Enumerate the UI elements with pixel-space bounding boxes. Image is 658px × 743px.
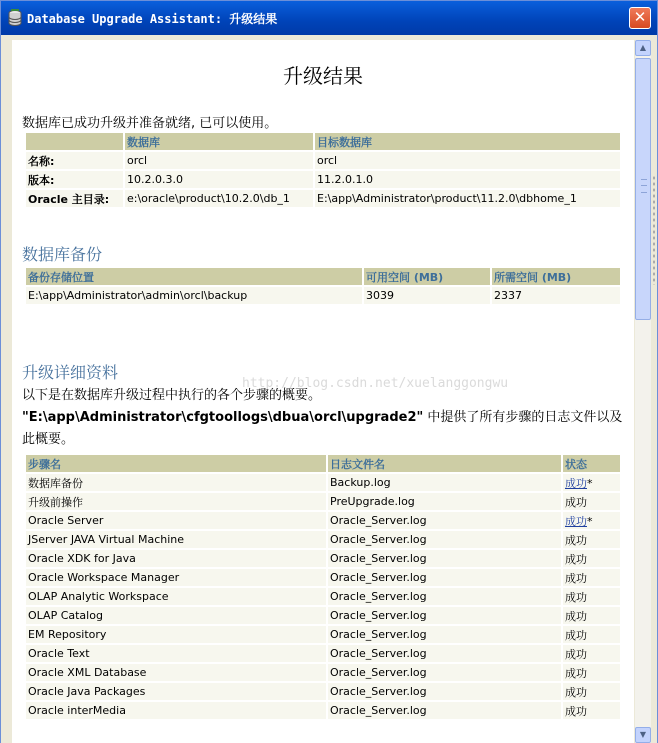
log-file-name: Oracle_Server.log (328, 702, 561, 719)
log-file-name: Oracle_Server.log (328, 588, 561, 605)
step-status: 成功 (563, 683, 620, 700)
step-status[interactable] (563, 474, 620, 491)
arrow-down-icon: ▼ (639, 730, 647, 739)
step-status[interactable] (563, 512, 620, 529)
row-label: Oracle 主目录: (26, 190, 123, 207)
report-content (12, 40, 634, 743)
table-cell: E:\app\Administrator\admin\orcl\backup (26, 287, 362, 304)
backup-table (24, 266, 622, 306)
step-name: Oracle XML Database (26, 664, 326, 681)
grip-icon (641, 179, 647, 193)
step-status: 成功 (563, 588, 620, 605)
log-file-name: Backup.log (328, 474, 561, 491)
log-file-name: Oracle_Server.log (328, 569, 561, 586)
close-icon: ✕ (633, 8, 647, 26)
step-status: 成功 (563, 702, 620, 719)
step-name: Oracle Server (26, 512, 326, 529)
description-prefix: 以下是在数据库升级过程中执行的各个步骤的概要。 (22, 388, 322, 403)
watermark: http://blog.csdn.net/xuelanggongwu (242, 376, 509, 391)
step-name: Oracle Java Packages (26, 683, 326, 700)
log-file-name: Oracle_Server.log (328, 512, 561, 529)
intro-text: 数据库已成功升级并准备就绪, 已可以使用。 (22, 116, 278, 131)
table-cell: orcl (315, 152, 620, 169)
close-button[interactable] (629, 7, 651, 29)
table-row (26, 531, 620, 548)
resize-grip-icon[interactable] (652, 175, 656, 285)
table-row (26, 626, 620, 643)
scroll-thumb[interactable] (635, 58, 651, 320)
table-cell: E:\app\Administrator\product\11.2.0\dbhome_1 (315, 190, 620, 207)
table-row (26, 152, 620, 169)
database-icon (7, 9, 23, 27)
table-row (26, 607, 620, 624)
column-header: 步骤名 (26, 455, 326, 472)
log-file-name: Oracle_Server.log (328, 626, 561, 643)
step-name: Oracle interMedia (26, 702, 326, 719)
log-file-name: Oracle_Server.log (328, 664, 561, 681)
step-status: 成功 (563, 645, 620, 662)
status-link[interactable]: 成功 (565, 514, 587, 528)
log-file-name: Oracle_Server.log (328, 607, 561, 624)
step-status: 成功 (563, 531, 620, 548)
client-area (1, 35, 657, 743)
arrow-up-icon: ▲ (639, 43, 647, 52)
database-info-table (24, 131, 622, 209)
table-row (26, 645, 620, 662)
vertical-scrollbar[interactable] (635, 40, 651, 743)
log-file-name: Oracle_Server.log (328, 645, 561, 662)
asterisk-marker: * (587, 514, 593, 528)
step-name: 数据库备份 (26, 474, 326, 491)
backup-heading: 数据库备份 (22, 245, 103, 264)
row-label: 名称: (26, 152, 123, 169)
log-file-name: Oracle_Server.log (328, 683, 561, 700)
upgrade-steps-table (24, 453, 622, 721)
table-row (26, 664, 620, 681)
step-status: 成功 (563, 550, 620, 567)
step-status: 成功 (563, 607, 620, 624)
log-file-name: Oracle_Server.log (328, 531, 561, 548)
column-header: 日志文件名 (328, 455, 561, 472)
column-header: 状态 (563, 455, 620, 472)
status-link[interactable]: 成功 (565, 476, 587, 490)
step-name: Oracle Workspace Manager (26, 569, 326, 586)
asterisk-marker: * (587, 476, 593, 490)
details-heading: 升级详细资料 (22, 363, 119, 382)
table-row (26, 171, 620, 188)
table-cell: 3039 (364, 287, 490, 304)
title-bar[interactable] (1, 1, 657, 35)
column-header: 所需空间 (MB) (492, 268, 620, 285)
table-cell: e:\oracle\product\10.2.0\db_1 (125, 190, 313, 207)
step-name: JServer JAVA Virtual Machine (26, 531, 326, 548)
step-status: 成功 (563, 569, 620, 586)
table-row (26, 683, 620, 700)
log-file-name: Oracle_Server.log (328, 550, 561, 567)
log-file-name: PreUpgrade.log (328, 493, 561, 510)
table-row (26, 550, 620, 567)
step-name: Oracle XDK for Java (26, 550, 326, 567)
table-row (26, 588, 620, 605)
table-row (26, 569, 620, 586)
step-name: EM Repository (26, 626, 326, 643)
step-status: 成功 (563, 664, 620, 681)
table-row (26, 702, 620, 719)
table-cell: 2337 (492, 287, 620, 304)
column-header: 数据库 (125, 133, 313, 150)
column-header (26, 133, 123, 150)
column-header: 目标数据库 (315, 133, 620, 150)
table-cell: orcl (125, 152, 313, 169)
table-cell: 10.2.0.3.0 (125, 171, 313, 188)
step-name: 升级前操作 (26, 493, 326, 510)
step-status: 成功 (563, 493, 620, 510)
step-name: OLAP Analytic Workspace (26, 588, 326, 605)
row-label: 版本: (26, 171, 123, 188)
table-row (26, 190, 620, 207)
step-status: 成功 (563, 626, 620, 643)
column-header: 备份存储位置 (26, 268, 362, 285)
table-cell: 11.2.0.1.0 (315, 171, 620, 188)
table-row (26, 512, 620, 529)
description-suffix: 中提供了所有步骤的日志文件以及此概要。 (22, 410, 623, 447)
column-header: 可用空间 (MB) (364, 268, 490, 285)
log-path: "E:\app\Administrator\cfgtoollogs\dbua\orcl\upgrade2" (22, 410, 424, 425)
table-row (26, 287, 620, 304)
scroll-up-button[interactable] (635, 40, 651, 56)
table-row (26, 474, 620, 491)
step-name: OLAP Catalog (26, 607, 326, 624)
step-name: Oracle Text (26, 645, 326, 662)
details-description (22, 385, 627, 451)
page-title: 升级结果 (283, 64, 363, 88)
table-row (26, 493, 620, 510)
window-title: Database Upgrade Assistant: 升级结果 (27, 12, 278, 26)
scroll-down-button[interactable] (635, 727, 651, 743)
